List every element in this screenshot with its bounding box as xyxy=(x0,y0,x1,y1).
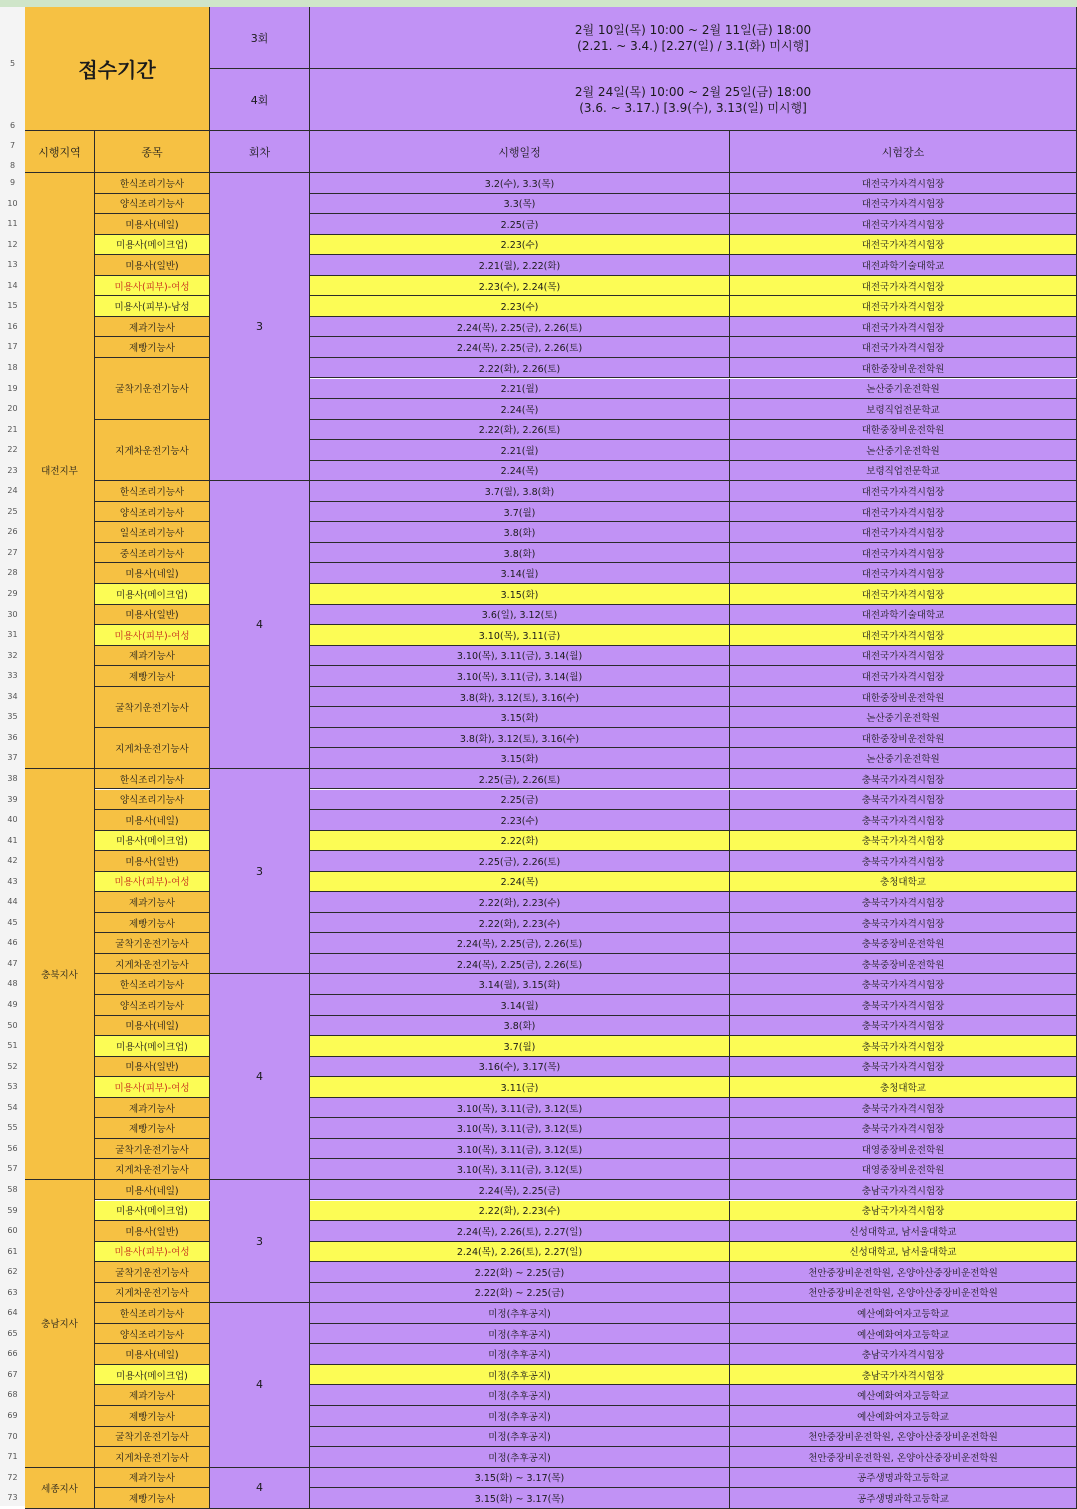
header-schedule: 시행일정 xyxy=(310,131,730,173)
venue-cell: 대전국가자격시험장 xyxy=(730,543,1077,564)
exam-type-cell: 미용사(메이크업) xyxy=(95,584,210,605)
venue-cell: 충남국가자격시험장 xyxy=(730,1180,1077,1201)
region-cell: 대전지부 xyxy=(25,173,95,769)
row-number[interactable]: 38 xyxy=(7,773,18,783)
schedule-cell: 3.8(화) xyxy=(310,1016,730,1037)
row-number[interactable]: 68 xyxy=(7,1390,18,1400)
row-number[interactable]: 6 xyxy=(9,121,16,130)
venue-cell: 충북국가자격시험장 xyxy=(730,851,1077,872)
row-number[interactable]: 34 xyxy=(7,691,18,701)
schedule-cell: 3.15(화) xyxy=(310,748,730,769)
venue-cell: 대전국가자격시험장 xyxy=(730,337,1077,358)
schedule-cell: 미정(추후공지) xyxy=(310,1303,730,1324)
venue-cell: 충북중장비운전학원 xyxy=(730,933,1077,954)
venue-cell: 대전과학기술대학교 xyxy=(730,255,1077,276)
row-number[interactable]: 55 xyxy=(7,1123,18,1133)
venue-cell: 대전국가자격시험장 xyxy=(730,563,1077,584)
exam-type-cell: 굴착기운전기능사 xyxy=(95,687,210,728)
row-number[interactable]: 32 xyxy=(7,650,18,660)
exam-type-cell: 제과기능사 xyxy=(95,646,210,667)
venue-cell: 예산예화여자고등학교 xyxy=(730,1324,1077,1345)
row-number[interactable]: 30 xyxy=(7,609,18,619)
schedule-cell: 3.10(목), 3.11(금), 3.12(토) xyxy=(310,1098,730,1119)
row-number[interactable]: 27 xyxy=(7,547,18,557)
row-number[interactable]: 59 xyxy=(7,1205,18,1215)
row-number[interactable]: 65 xyxy=(7,1328,18,1338)
exam-type-cell: 지게차운전기능사 xyxy=(95,1447,210,1468)
exam-type-cell: 미용사(피부)-남성 xyxy=(95,296,210,317)
exam-type-cell: 제과기능사 xyxy=(95,1098,210,1119)
exam-type-cell: 미용사(일반) xyxy=(95,851,210,872)
venue-cell: 예산예화여자고등학교 xyxy=(730,1385,1077,1406)
schedule-cell: 2.21(월), 2.22(화) xyxy=(310,255,730,276)
venue-cell: 충남국가자격시험장 xyxy=(730,1344,1077,1365)
row-number[interactable]: 70 xyxy=(7,1431,18,1441)
schedule-cell: 2.24(목), 2.25(금), 2.26(토) xyxy=(310,933,730,954)
row-number[interactable]: 51 xyxy=(7,1041,18,1051)
venue-cell: 대전국가자격시험장 xyxy=(730,173,1077,194)
exam-type-cell: 미용사(피부)-여성 xyxy=(95,1242,210,1263)
exam-type-cell: 지게차운전기능사 xyxy=(95,1159,210,1180)
row-number[interactable]: 22 xyxy=(7,445,18,455)
schedule-cell: 미정(추후공지) xyxy=(310,1324,730,1345)
exam-type-cell: 굴착기운전기능사 xyxy=(95,358,210,420)
exam-type-cell: 미용사(네일) xyxy=(95,214,210,235)
schedule-cell: 3.6(일), 3.12(토) xyxy=(310,605,730,626)
venue-cell: 충북국가자격시험장 xyxy=(730,1036,1077,1057)
schedule-cell: 미정(추후공지) xyxy=(310,1344,730,1365)
schedule-cell: 2.24(목), 2.26(토), 2.27(일) xyxy=(310,1242,730,1263)
row-number[interactable]: 25 xyxy=(7,506,18,516)
exam-type-cell: 미용사(네일) xyxy=(95,810,210,831)
schedule-cell: 2.22(화), 2.23(수) xyxy=(310,1201,730,1222)
row-number[interactable]: 64 xyxy=(7,1308,18,1318)
exam-type-cell: 미용사(메이크업) xyxy=(95,1036,210,1057)
schedule-cell: 3.14(월) xyxy=(310,563,730,584)
row-number[interactable]: 57 xyxy=(7,1164,18,1174)
venue-cell: 공주생명과학고등학교 xyxy=(730,1468,1077,1489)
row-number[interactable]: 39 xyxy=(7,794,18,804)
row-number[interactable]: 23 xyxy=(7,465,18,475)
row-number[interactable]: 26 xyxy=(7,527,18,537)
venue-cell: 대전국가자격시험장 xyxy=(730,481,1077,502)
schedule-cell: 미정(추후공지) xyxy=(310,1406,730,1427)
venue-cell: 충북국가자격시험장 xyxy=(730,831,1077,852)
schedule-cell: 2.22(화), 2.26(토) xyxy=(310,420,730,441)
venue-cell: 천안중장비운전학원, 온양아산중장비운전학원 xyxy=(730,1262,1077,1283)
venue-cell: 충남국가자격시험장 xyxy=(730,1365,1077,1386)
row-number[interactable]: 15 xyxy=(7,301,18,311)
schedule-cell: 2.24(목), 2.26(토), 2.27(일) xyxy=(310,1221,730,1242)
schedule-cell: 3.11(금) xyxy=(310,1077,730,1098)
schedule-cell: 2.23(수), 2.24(목) xyxy=(310,276,730,297)
schedule-cell: 3.7(월) xyxy=(310,502,730,523)
venue-cell: 대전국가자격시험장 xyxy=(730,317,1077,338)
schedule-cell: 2.21(월) xyxy=(310,379,730,400)
row-number[interactable]: 42 xyxy=(7,856,18,866)
round-cell: 4 xyxy=(210,481,310,769)
venue-cell: 충북국가자격시험장 xyxy=(730,810,1077,831)
venue-cell: 충북국가자격시험장 xyxy=(730,769,1077,790)
row-number[interactable]: 71 xyxy=(7,1452,18,1462)
row-number[interactable]: 16 xyxy=(7,321,18,331)
region-cell: 충북지사 xyxy=(25,769,95,1180)
schedule-cell: 2.24(목), 2.25(금), 2.26(토) xyxy=(310,317,730,338)
venue-cell: 공주생명과학고등학교 xyxy=(730,1488,1077,1509)
venue-cell: 충북국가자격시험장 xyxy=(730,1098,1077,1119)
exam-type-cell: 미용사(메이크업) xyxy=(95,831,210,852)
schedule-cell: 2.22(화) xyxy=(310,831,730,852)
venue-cell: 충북국가자격시험장 xyxy=(730,913,1077,934)
spreadsheet-grid xyxy=(25,7,1077,1506)
schedule-cell: 2.22(화), 2.26(토) xyxy=(310,358,730,379)
row-number[interactable]: 37 xyxy=(7,753,18,763)
exam-type-cell: 한식조리기능사 xyxy=(95,1303,210,1324)
row-number[interactable]: 31 xyxy=(7,630,18,640)
venue-cell: 충북국가자격시험장 xyxy=(730,1057,1077,1078)
exam-type-cell: 굴착기운전기능사 xyxy=(95,1139,210,1160)
row-number[interactable]: 5 xyxy=(9,59,16,68)
venue-cell: 천안중장비운전학원, 온양아산중장비운전학원 xyxy=(730,1427,1077,1448)
period-round-3: 3회 xyxy=(210,7,310,69)
row-number[interactable]: 33 xyxy=(7,671,18,681)
schedule-cell: 3.3(목) xyxy=(310,194,730,215)
row-number[interactable]: 50 xyxy=(7,1020,18,1030)
schedule-cell: 2.22(화), 2.23(수) xyxy=(310,913,730,934)
exam-type-cell: 한식조리기능사 xyxy=(95,481,210,502)
exam-type-cell: 미용사(네일) xyxy=(95,1344,210,1365)
schedule-cell: 3.7(월) xyxy=(310,1036,730,1057)
venue-cell: 논산중기운전학원 xyxy=(730,748,1077,769)
period-line-1: 2월 10일(목) 10:00 ~ 2월 11일(금) 18:00 xyxy=(574,22,812,37)
exam-type-cell: 한식조리기능사 xyxy=(95,769,210,790)
exam-type-cell: 제과기능사 xyxy=(95,892,210,913)
venue-cell: 충청대학교 xyxy=(730,872,1077,893)
exam-type-cell: 미용사(피부)-여성 xyxy=(95,1077,210,1098)
exam-type-cell: 미용사(네일) xyxy=(95,1180,210,1201)
venue-cell: 신성대학교, 남서울대학교 xyxy=(730,1242,1077,1263)
row-number[interactable]: 10 xyxy=(7,198,18,208)
schedule-cell: 2.22(화) ~ 2.25(금) xyxy=(310,1262,730,1283)
exam-type-cell: 제빵기능사 xyxy=(95,1118,210,1139)
venue-cell: 충북중장비운전학원 xyxy=(730,954,1077,975)
row-number[interactable]: 19 xyxy=(7,383,18,393)
schedule-cell: 2.25(금), 2.26(토) xyxy=(310,769,730,790)
venue-cell: 보령직업전문학교 xyxy=(730,461,1077,482)
exam-type-cell: 미용사(일반) xyxy=(95,255,210,276)
schedule-cell: 2.24(목), 2.25(금), 2.26(토) xyxy=(310,337,730,358)
schedule-cell: 3.15(화) xyxy=(310,584,730,605)
row-number[interactable]: 13 xyxy=(7,260,18,270)
row-number[interactable]: 45 xyxy=(7,917,18,927)
row-number[interactable]: 18 xyxy=(7,362,18,372)
schedule-cell: 3.8(화), 3.12(토), 3.16(수) xyxy=(310,728,730,749)
period-detail-4 xyxy=(310,69,1077,131)
row-number[interactable]: 62 xyxy=(7,1267,18,1277)
row-number[interactable]: 36 xyxy=(7,732,18,742)
exam-type-cell: 제빵기능사 xyxy=(95,666,210,687)
region-cell: 세종지사 xyxy=(25,1468,95,1509)
exam-type-cell: 미용사(일반) xyxy=(95,605,210,626)
row-number[interactable]: 48 xyxy=(7,979,18,989)
venue-cell: 논산중기운전학원 xyxy=(730,440,1077,461)
schedule-cell: 2.23(수) xyxy=(310,235,730,256)
venue-cell: 대전과학기술대학교 xyxy=(730,605,1077,626)
row-number[interactable]: 35 xyxy=(7,712,18,722)
exam-type-cell: 미용사(메이크업) xyxy=(95,235,210,256)
venue-cell: 대영중장비운전학원 xyxy=(730,1159,1077,1180)
venue-cell: 신성대학교, 남서울대학교 xyxy=(730,1221,1077,1242)
venue-cell: 충북국가자격시험장 xyxy=(730,1118,1077,1139)
exam-type-cell: 미용사(네일) xyxy=(95,1016,210,1037)
row-number[interactable]: 7 xyxy=(9,141,16,150)
row-number[interactable]: 60 xyxy=(7,1226,18,1236)
schedule-cell: 2.24(목), 2.25(금) xyxy=(310,1180,730,1201)
schedule-cell: 2.23(수) xyxy=(310,296,730,317)
round-cell: 4 xyxy=(210,974,310,1180)
venue-cell: 대한중장비운전학원 xyxy=(730,358,1077,379)
venue-cell: 대전국가자격시험장 xyxy=(730,194,1077,215)
venue-cell: 대전국가자격시험장 xyxy=(730,625,1077,646)
row-number[interactable]: 49 xyxy=(7,1000,18,1009)
row-number[interactable]: 43 xyxy=(7,876,18,886)
venue-cell: 논산중기운전학원 xyxy=(730,379,1077,400)
schedule-cell: 2.22(화) ~ 2.25(금) xyxy=(310,1283,730,1304)
period-round-4: 4회 xyxy=(210,69,310,131)
exam-type-cell: 양식조리기능사 xyxy=(95,995,210,1016)
venue-cell: 대한중장비운전학원 xyxy=(730,420,1077,441)
venue-cell: 대한중장비운전학원 xyxy=(730,728,1077,749)
schedule-cell: 2.24(목) xyxy=(310,399,730,420)
exam-type-cell: 제빵기능사 xyxy=(95,337,210,358)
header-type: 종목 xyxy=(95,131,210,173)
exam-type-cell: 굴착기운전기능사 xyxy=(95,1262,210,1283)
row-number[interactable]: 40 xyxy=(7,815,18,825)
period-detail-3 xyxy=(310,7,1077,69)
schedule-cell: 3.15(화) ~ 3.17(목) xyxy=(310,1488,730,1509)
venue-cell: 충청대학교 xyxy=(730,1077,1077,1098)
period-line-2: (3.6. ~ 3.17.) [3.9(수), 3.13(일) 미시행] xyxy=(579,100,807,115)
exam-type-cell: 한식조리기능사 xyxy=(95,173,210,194)
exam-type-cell: 양식조리기능사 xyxy=(95,502,210,523)
row-number[interactable]: 46 xyxy=(7,938,18,948)
row-number[interactable]: 56 xyxy=(7,1143,18,1153)
exam-type-cell: 양식조리기능사 xyxy=(95,1324,210,1345)
exam-type-cell: 미용사(피부)-여성 xyxy=(95,276,210,297)
schedule-cell: 미정(추후공지) xyxy=(310,1447,730,1468)
schedule-cell: 미정(추후공지) xyxy=(310,1427,730,1448)
exam-type-cell: 제과기능사 xyxy=(95,317,210,338)
row-number[interactable]: 58 xyxy=(7,1184,18,1194)
row-number[interactable]: 29 xyxy=(7,589,18,598)
venue-cell: 논산중기운전학원 xyxy=(730,707,1077,728)
row-number[interactable]: 17 xyxy=(7,342,18,352)
row-number[interactable]: 9 xyxy=(9,178,16,187)
schedule-cell: 3.15(화) ~ 3.17(목) xyxy=(310,1468,730,1489)
venue-cell: 보령직업전문학교 xyxy=(730,399,1077,420)
schedule-cell: 3.2(수), 3.3(목) xyxy=(310,173,730,194)
schedule-cell: 3.10(목), 3.11(금), 3.12(토) xyxy=(310,1159,730,1180)
venue-cell: 대전국가자격시험장 xyxy=(730,235,1077,256)
schedule-cell: 미정(추후공지) xyxy=(310,1365,730,1386)
row-number[interactable]: 41 xyxy=(7,835,18,845)
row-number[interactable]: 44 xyxy=(7,897,18,907)
round-cell: 4 xyxy=(210,1303,310,1467)
round-cell: 4 xyxy=(210,1468,310,1509)
venue-cell: 대한중장비운전학원 xyxy=(730,687,1077,708)
exam-type-cell: 중식조리기능사 xyxy=(95,543,210,564)
schedule-cell: 2.24(목), 2.25(금), 2.26(토) xyxy=(310,954,730,975)
venue-cell: 충북국가자격시험장 xyxy=(730,892,1077,913)
row-number[interactable]: 14 xyxy=(7,280,18,290)
schedule-cell: 2.22(화), 2.23(수) xyxy=(310,892,730,913)
row-number[interactable]: 63 xyxy=(7,1287,18,1297)
venue-cell: 충북국가자격시험장 xyxy=(730,1016,1077,1037)
row-number[interactable]: 54 xyxy=(7,1102,18,1112)
venue-cell: 대전국가자격시험장 xyxy=(730,502,1077,523)
round-cell: 3 xyxy=(210,1180,310,1303)
exam-type-cell: 미용사(메이크업) xyxy=(95,1201,210,1222)
schedule-cell: 3.10(목), 3.11(금), 3.12(토) xyxy=(310,1139,730,1160)
row-number[interactable]: 69 xyxy=(7,1411,18,1420)
row-number[interactable]: 28 xyxy=(7,568,18,578)
period-title: 접수기간 xyxy=(25,7,210,131)
exam-type-cell: 제과기능사 xyxy=(95,1468,210,1489)
exam-type-cell: 한식조리기능사 xyxy=(95,974,210,995)
venue-cell: 대영중장비운전학원 xyxy=(730,1139,1077,1160)
schedule-cell: 2.21(월) xyxy=(310,440,730,461)
header-region: 시행지역 xyxy=(25,131,95,173)
exam-type-cell: 미용사(일반) xyxy=(95,1221,210,1242)
exam-type-cell: 미용사(피부)-여성 xyxy=(95,872,210,893)
venue-cell: 대전국가자격시험장 xyxy=(730,522,1077,543)
header-venue: 시험장소 xyxy=(730,131,1077,173)
schedule-cell: 3.10(목), 3.11(금) xyxy=(310,625,730,646)
schedule-cell: 2.24(목) xyxy=(310,461,730,482)
schedule-cell: 2.25(금) xyxy=(310,214,730,235)
venue-cell: 대전국가자격시험장 xyxy=(730,666,1077,687)
venue-cell: 대전국가자격시험장 xyxy=(730,276,1077,297)
schedule-cell: 3.8(화), 3.12(토), 3.16(수) xyxy=(310,687,730,708)
row-number[interactable]: 73 xyxy=(7,1493,18,1503)
period-line-1: 2월 24일(목) 10:00 ~ 2월 25일(금) 18:00 xyxy=(574,84,812,99)
schedule-cell: 2.25(금) xyxy=(310,790,730,811)
row-number[interactable]: 67 xyxy=(7,1369,18,1379)
row-number-gutter xyxy=(0,7,26,1506)
venue-cell: 대전국가자격시험장 xyxy=(730,584,1077,605)
row-number[interactable]: 8 xyxy=(9,161,16,170)
schedule-cell: 2.23(수) xyxy=(310,810,730,831)
schedule-cell: 미정(추후공지) xyxy=(310,1385,730,1406)
row-number[interactable]: 24 xyxy=(7,486,18,496)
round-cell: 3 xyxy=(210,173,310,481)
venue-cell: 충북국가자격시험장 xyxy=(730,974,1077,995)
schedule-cell: 3.14(월) xyxy=(310,995,730,1016)
exam-type-cell: 굴착기운전기능사 xyxy=(95,933,210,954)
exam-type-cell: 제빵기능사 xyxy=(95,1488,210,1509)
schedule-cell: 3.8(화) xyxy=(310,522,730,543)
exam-type-cell: 미용사(일반) xyxy=(95,1057,210,1078)
row-number[interactable]: 66 xyxy=(7,1349,18,1359)
row-number[interactable]: 12 xyxy=(7,239,18,249)
exam-type-cell: 지게차운전기능사 xyxy=(95,728,210,769)
exam-type-cell: 제과기능사 xyxy=(95,1385,210,1406)
schedule-cell: 3.10(목), 3.11(금), 3.12(토) xyxy=(310,1118,730,1139)
schedule-cell: 2.25(금), 2.26(토) xyxy=(310,851,730,872)
exam-type-cell: 지게차운전기능사 xyxy=(95,420,210,482)
schedule-cell: 3.8(화) xyxy=(310,543,730,564)
exam-type-cell: 양식조리기능사 xyxy=(95,790,210,811)
exam-type-cell: 미용사(피부)-여성 xyxy=(95,625,210,646)
venue-cell: 대전국가자격시험장 xyxy=(730,214,1077,235)
schedule-cell: 3.7(월), 3.8(화) xyxy=(310,481,730,502)
exam-type-cell: 양식조리기능사 xyxy=(95,194,210,215)
row-number[interactable]: 52 xyxy=(7,1061,18,1071)
schedule-cell: 3.14(월), 3.15(화) xyxy=(310,974,730,995)
schedule-cell: 2.24(목) xyxy=(310,872,730,893)
exam-type-cell: 제빵기능사 xyxy=(95,1406,210,1427)
venue-cell: 예산예화여자고등학교 xyxy=(730,1406,1077,1427)
exam-type-cell: 지게차운전기능사 xyxy=(95,954,210,975)
period-line-2: (2.21. ~ 3.4.) [2.27(일) / 3.1(화) 미시행] xyxy=(577,38,809,53)
exam-type-cell: 일식조리기능사 xyxy=(95,522,210,543)
schedule-cell: 3.16(수), 3.17(목) xyxy=(310,1057,730,1078)
row-number[interactable]: 72 xyxy=(7,1472,18,1482)
exam-type-cell: 지게차운전기능사 xyxy=(95,1283,210,1304)
venue-cell: 대전국가자격시험장 xyxy=(730,646,1077,667)
schedule-cell: 3.10(목), 3.11(금), 3.14(월) xyxy=(310,646,730,667)
venue-cell: 충남국가자격시험장 xyxy=(730,1201,1077,1222)
row-number[interactable]: 20 xyxy=(7,404,18,414)
row-number[interactable]: 47 xyxy=(7,958,18,968)
header-round: 회차 xyxy=(210,131,310,173)
schedule-cell: 3.15(화) xyxy=(310,707,730,728)
region-cell: 충남지사 xyxy=(25,1180,95,1468)
venue-cell: 천안중장비운전학원, 온양아산중장비운전학원 xyxy=(730,1283,1077,1304)
venue-cell: 천안중장비운전학원, 온양아산중장비운전학원 xyxy=(730,1447,1077,1468)
venue-cell: 충북국가자격시험장 xyxy=(730,995,1077,1016)
schedule-cell: 3.10(목), 3.11(금), 3.14(월) xyxy=(310,666,730,687)
row-number[interactable]: 61 xyxy=(7,1246,18,1256)
venue-cell: 대전국가자격시험장 xyxy=(730,296,1077,317)
row-number[interactable]: 21 xyxy=(7,424,18,434)
venue-cell: 충북국가자격시험장 xyxy=(730,790,1077,811)
exam-type-cell: 굴착기운전기능사 xyxy=(95,1427,210,1448)
exam-type-cell: 미용사(메이크업) xyxy=(95,1365,210,1386)
venue-cell: 예산예화여자고등학교 xyxy=(730,1303,1077,1324)
round-cell: 3 xyxy=(210,769,310,975)
exam-type-cell: 미용사(네일) xyxy=(95,563,210,584)
exam-type-cell: 제빵기능사 xyxy=(95,913,210,934)
row-number[interactable]: 53 xyxy=(7,1082,18,1092)
row-number[interactable]: 11 xyxy=(7,219,18,229)
